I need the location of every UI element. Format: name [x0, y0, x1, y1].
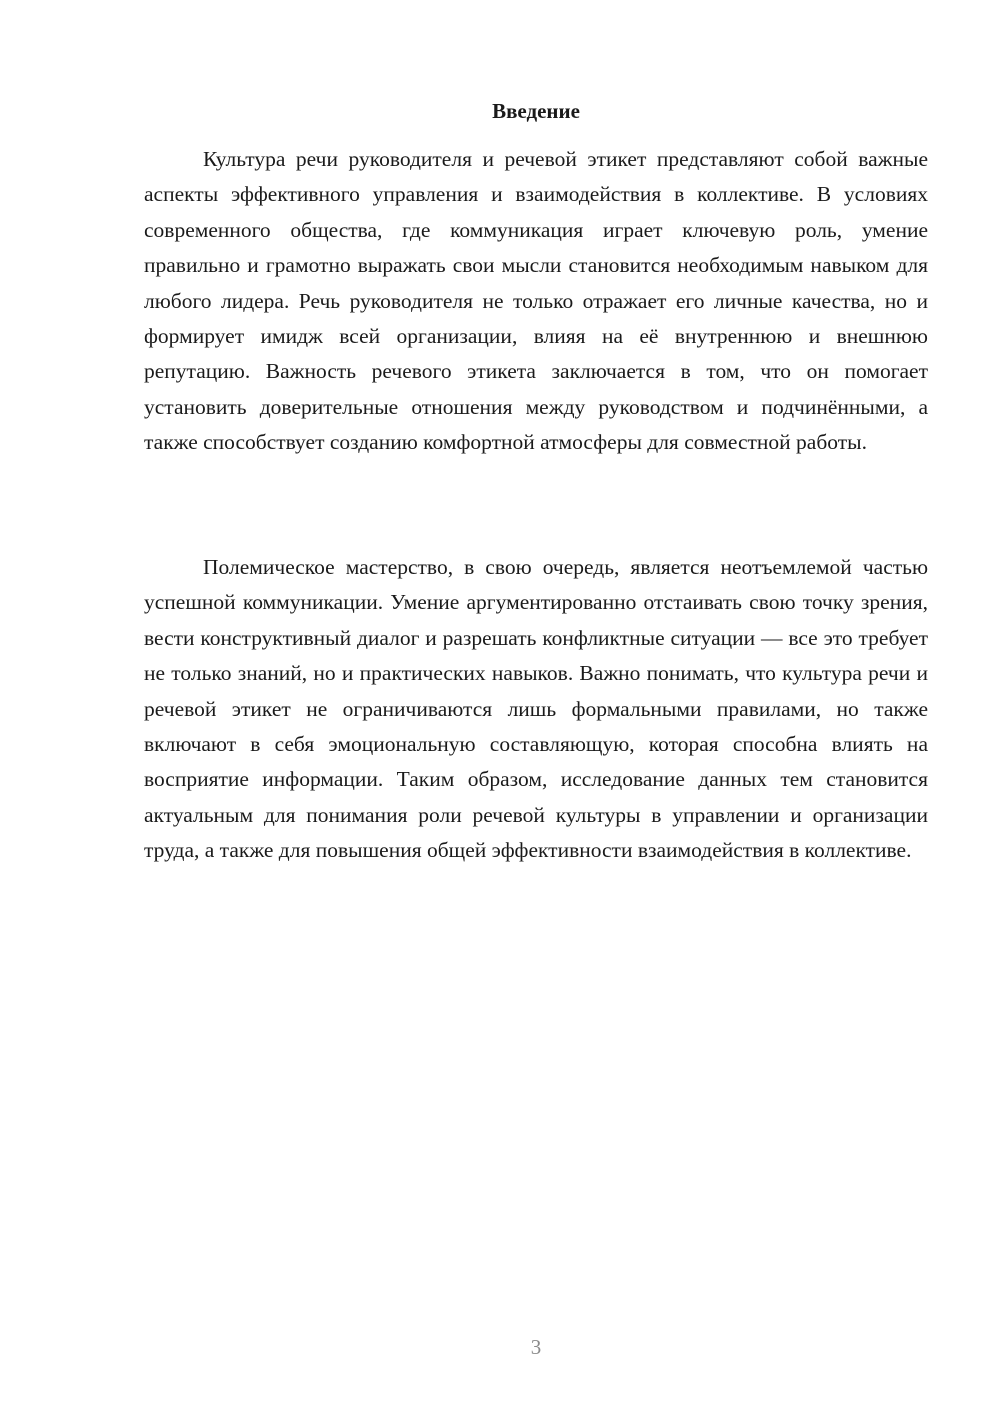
paragraph-1: Культура речи руководителя и речевой этикет представляют собой важные аспекты эффективного управления и взаимодействия в коллективе. В условиях современного общества, где коммуникация играет ключевую роль, умение правильно и грамотно выражать свои мысли становится необходимым навыком для любого лидера. Речь руководителя не только отражает его личные качества, но и формирует имидж всей организации, влияя на её внутреннюю и внешнюю репутацию. Важность речевого этикета заключается в том, что он помогает установить доверительные отношения между руководством и подчинёнными, а также способствует созданию комфортной атмосферы для совместной работы. — [144, 147, 928, 455]
page-title: Введение — [492, 99, 580, 123]
paragraph-2: Полемическое мастерство, в свою очередь, является неотъемлемой частью успешной коммуникации. Умение аргументированно отстаивать свою точку зрения, вести конструктивный диалог и разрешать конфликтные ситуации — все это требует не только знаний, но и практических навыков. Важно понимать, что культура речи и речевой этикет не ограничиваются лишь формальными правилами, но также включают в себя эмоциональную составляющую, которая способна влиять на восприятие информации. Таким образом, исследование данных тем становится актуальным для понимания роли речевой культуры в управлении и организации труда, а также для повышения общей эффективности взаимодействия в коллективе. — [144, 555, 928, 863]
page-number: 3 — [530, 1335, 542, 1359]
